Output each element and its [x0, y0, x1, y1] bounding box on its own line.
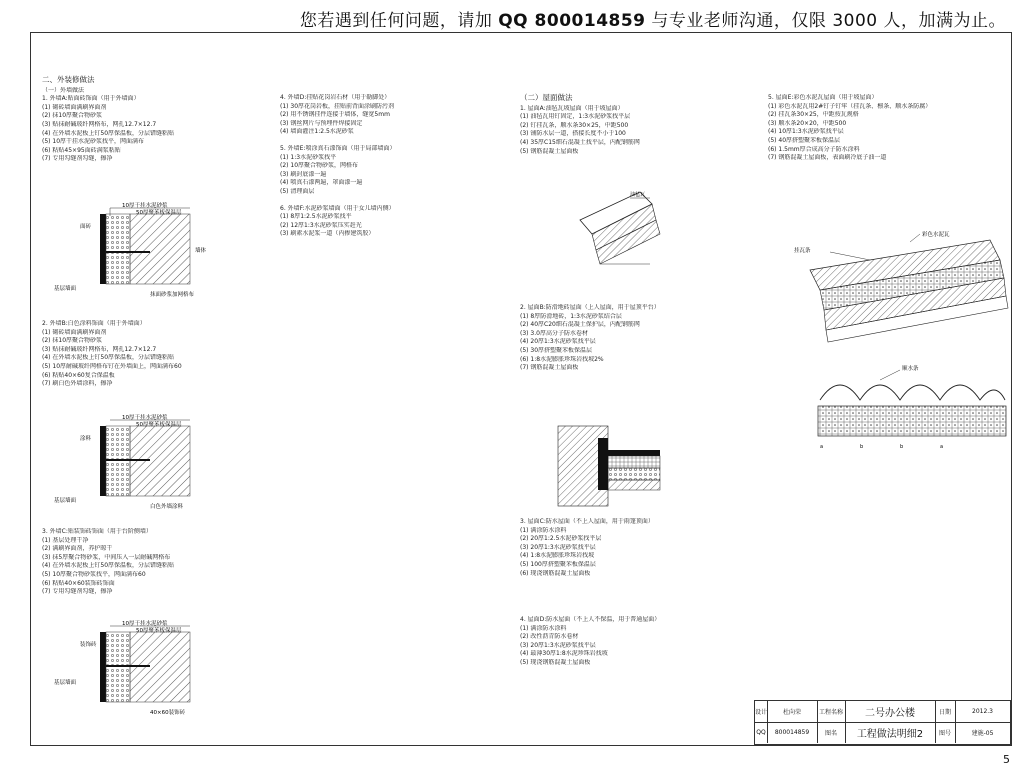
spec-line: (1) 砌砖墙面满刷界面剂: [42, 328, 107, 336]
spec-line: 3. 屋面C:防水屋面（不上人屋面，用于雨篷顶面）: [520, 518, 654, 525]
spec-line: (4) 10厚1:3水泥砂浆找平层: [768, 128, 844, 136]
number-label: 图号: [935, 722, 956, 743]
spec-line: (2) 40厚C20细石混凝土保护层，内配钢筋网: [520, 321, 640, 329]
column-roofs: [520, 94, 740, 156]
d1-label-1: 10厚干挂水泥砂浆: [122, 203, 168, 209]
spec-line: (2) 12厚1:3水泥砂浆压实赶光: [280, 221, 362, 229]
spec-line: (1) 油毡瓦用钉固定，1:3水泥砂浆找平层: [520, 113, 631, 121]
column-exterior-walls: [42, 76, 242, 164]
spec-line: (4) 20厚1:3水泥砂浆找平层: [520, 338, 596, 346]
date-label: 日期: [935, 701, 956, 722]
spec-line: (1) 彩色水泥瓦用2#钉子钉牢（挂瓦条、檩条、顺水条防腐）: [768, 102, 932, 110]
d3-label-3: 40×60装饰砖: [150, 710, 186, 716]
spec-line: (4) 在外墙水泥板上钉50厚保温板，分层错缝粘贴: [42, 562, 175, 570]
d1-left-1: 面砖: [80, 224, 92, 230]
checker-label: QQ: [755, 722, 768, 743]
roof-e-label-2: 挂瓦条: [794, 248, 811, 254]
spec-line: (3) 贴抹耐碱玻纤网格布，网孔12.7×12.7: [42, 345, 157, 353]
spec-line: (6) 1.5mm厚合成高分子防水涂料: [768, 145, 860, 153]
wall-b-detail-diagram: [50, 412, 250, 524]
page-number: 5: [1003, 753, 1010, 766]
spec-line: (2) 用不锈钢挂件连接于墙体，缝宽5mm: [280, 111, 390, 119]
spec-line: (1) 满涂防水涂料: [520, 624, 567, 632]
spec-line: (3) 顺水条20×20，中距500: [768, 119, 847, 127]
d3-left-2: 基层墙面: [54, 680, 77, 686]
section-title: 二、外装修做法: [42, 75, 95, 84]
spec-line: (2) 改性沥青防水卷材: [520, 633, 579, 641]
spec-line: 5. 屋面E:彩色水泥瓦屋面（用于坡屋面）: [768, 94, 878, 101]
spec-line: 3. 外墙C:贴装饰砖饰面（用于台阶侧墙）: [42, 528, 152, 535]
spec-line: (5) 10厚聚合物砂浆找平，网面满布60: [42, 570, 146, 578]
sub-title: （一）外墙做法: [42, 86, 85, 94]
spec-line: (2) 抹10厚聚合物砂浆: [42, 337, 103, 345]
banner-pre: 您若遇到任何问题，请加: [299, 11, 499, 31]
d3-left-1: 装饰砖: [80, 642, 97, 648]
spec-line: (3) 20厚1:3水泥砂浆找平层: [520, 641, 596, 649]
d2-label-2: 50厚聚苯板保温层: [136, 422, 182, 428]
d2-left-1: 涂料: [80, 436, 92, 442]
banner-qq: QQ 800014859: [498, 11, 646, 31]
spec-line: (1) 满涂防水涂料: [520, 526, 567, 534]
roof-e-mark-a: a: [820, 444, 824, 450]
spec-line: (4) 喷真石漆两遍，罩面漆一遍: [280, 179, 363, 187]
d1-label-2: 50厚聚苯板保温层: [136, 210, 182, 216]
roof-a-spec: [520, 105, 740, 157]
title-block: [754, 700, 1011, 745]
spec-line: (7) 钢筋混凝土屋面板: [520, 364, 579, 372]
spec-line: (3) 刷封底漆一遍: [280, 170, 327, 178]
spec-line: (2) 20厚1:2.5水泥砂浆找平层: [520, 535, 602, 543]
d1-left-2: 基层墙面: [54, 286, 77, 292]
spec-line: (6) 粘贴45×95面砖满浆粘贴: [42, 146, 121, 154]
roof-b-detail-diagram: [548, 422, 668, 508]
spec-line: (2) 钉挂瓦条，顺水条30×25，中距500: [520, 121, 629, 129]
d3-label-1: 10厚干挂水泥砂浆: [122, 621, 168, 627]
column-wall-def: [280, 94, 490, 239]
spec-line: (3) 抹5厚聚合物砂浆，中间压入一层耐碱网格布: [42, 553, 171, 561]
spec-line: (1) 1:3水泥砂浆找平: [280, 153, 337, 161]
project-label: 工程名称: [817, 701, 846, 722]
spec-line: (4) 在外墙水泥板上钉50厚保温板，分层错缝粘贴: [42, 354, 175, 362]
spec-line: (2) 10厚聚合物砂浆，网格布: [280, 162, 359, 170]
roof-d-spec: [520, 616, 740, 668]
spec-line: (6) 1:8水泥膨胀珍珠岩找坡2%: [520, 355, 604, 363]
spec-line: (5) 现浇钢筋混凝土屋面板: [520, 658, 591, 666]
spec-line: (6) 现浇钢筋混凝土屋面板: [520, 569, 591, 577]
title-row-1: [755, 701, 1010, 723]
d2-left-2: 基层墙面: [54, 498, 77, 504]
spec-line: (2) 满刷界面剂，养护晾干: [42, 545, 113, 553]
roof-e-label-1: 彩色水泥瓦: [922, 232, 950, 238]
spec-line: (3) 钢丝网片与预埋件焊接固定: [280, 119, 363, 127]
spec-line: 1. 外墙A:贴面砖饰面（用于外墙面）: [42, 95, 140, 103]
spec-line: (2) 挂瓦条30×25，中距按瓦规格: [768, 111, 859, 119]
project-value: 二号办公楼: [845, 701, 936, 722]
d3-label-2: 50厚聚苯板保温层: [136, 628, 182, 634]
spec-line: 4. 外墙D:挂贴花岗岩石材（用于勒脚处）: [280, 94, 391, 101]
roof-section-title: （二）屋面做法: [520, 93, 573, 102]
spec-line: (4) 1:8水泥膨胀珍珠岩找坡: [520, 552, 595, 560]
designer-value: 杜向荣: [767, 701, 818, 722]
spec-line: (5) 清理面层: [280, 187, 315, 195]
spec-line: (2) 抹10厚聚合物砂浆: [42, 112, 103, 120]
spec-line: (5) 10厚干挂水泥砂浆找平，网面满布: [42, 138, 145, 146]
roof-c-block: [520, 518, 740, 578]
spec-line: (3) 铺防水层一道，搭接长度不小于100: [520, 130, 626, 138]
wall-a-detail-diagram: [50, 200, 250, 312]
spec-line: (3) 20厚1:3水泥砂浆找平层: [520, 543, 596, 551]
wall-b-spec: [42, 320, 242, 389]
spec-line: (7) 钢筋混凝土屋面板，表面刷冷底子油一道: [768, 154, 887, 162]
spec-line: (6) 粘贴40×60复合保温板: [42, 371, 115, 379]
spec-line: 4. 屋面D:防水屋面（不上人不保温，用于普通屋面）: [520, 616, 661, 623]
roof-d-block: [520, 616, 740, 668]
qq-banner: [300, 6, 1006, 31]
spec-line: (7) 刷白色外墙涂料，擦净: [42, 380, 113, 388]
spec-line: (5) 钢筋混凝土屋面板: [520, 147, 579, 155]
d2-label-3: 白色外墙涂料: [150, 504, 184, 510]
number-value: 建施-05: [971, 730, 994, 737]
designer-label: 设计: [755, 701, 768, 722]
spec-line: (1) 8厚1:2.5水泥砂浆找平: [280, 213, 352, 221]
wall-a-spec: [42, 95, 242, 164]
wall-d-spec: [280, 94, 490, 137]
spec-line: (4) 在外墙水泥板上钉50厚保温板，分层错缝粘贴: [42, 129, 175, 137]
column-roof-e: [768, 94, 1004, 163]
spec-line: (5) 10厚耐碱玻纤网格布钉在外墙面上，网面满布60: [42, 362, 182, 370]
spec-line: 2. 屋面B:防滑地砖屋面（上人屋面，用于屋顶平台）: [520, 304, 660, 311]
wall-e-spec: [280, 145, 490, 197]
spec-line: (7) 专用勾缝剂勾缝，擦净: [42, 588, 113, 596]
spec-line: (1) 30厚花岗岩板，挂贴前背面涂刷防污剂: [280, 102, 395, 110]
spec-line: (5) 30厚挤塑聚苯板保温层: [520, 346, 593, 354]
title-row-2: [755, 722, 1010, 743]
spec-line: (5) 40厚挤塑聚苯板保温层: [768, 136, 841, 144]
d1-label-3: 抹面砂浆加网格布: [150, 292, 195, 298]
drawing-value: 工程做法明细2: [845, 722, 936, 743]
roof-b-block: [520, 304, 740, 373]
spec-line: (7) 专用勾缝剂勾缝，擦净: [42, 155, 113, 163]
wall-c-block: [42, 528, 242, 597]
spec-line: (1) 基层处理干净: [42, 536, 89, 544]
roof-e-mark-c: b: [900, 444, 904, 450]
roof-e-mark-b: b: [860, 444, 864, 450]
spec-line: 5. 外墙E:喷涂真石漆饰面（用于局部墙面）: [280, 144, 396, 152]
roof-c-spec: [520, 518, 740, 578]
banner-post: 与专业老师沟通，仅限 3000 人，加满为止。: [645, 11, 1006, 31]
wall-f-spec: [280, 205, 490, 239]
spec-line: (4) 35厚C15细石混凝土找平层，内配钢筋网: [520, 138, 640, 146]
spec-line: (3) 贴抹耐碱玻纤网格布，网孔12.7×12.7: [42, 120, 157, 128]
spec-line: 1. 屋面A:油毡瓦坡屋面（用于坡屋面）: [520, 104, 624, 112]
roof-e-spec: [768, 94, 1004, 163]
spec-line: (1) 8厚防滑地砖，1:3水泥砂浆结合层: [520, 312, 622, 320]
wall-b-block: [42, 320, 242, 389]
spec-line: (3) 3.0厚高分子防水卷材: [520, 329, 588, 337]
spec-line: (4) 墙面灌注1:2.5水泥砂浆: [280, 128, 354, 136]
roof-e-detail-diagram: [790, 230, 1010, 470]
date-value: 2012.3: [972, 708, 993, 715]
roof-e-label-3: 顺水条: [902, 366, 919, 372]
drawing-label: 图名: [817, 722, 846, 743]
wall-c-detail-diagram: [50, 618, 250, 730]
spec-line: (4) 最薄30厚1:8水泥珍珠岩找坡: [520, 650, 608, 658]
roof-a-label: 油毡瓦: [630, 192, 646, 198]
spec-line: 2. 外墙B:白色涂料饰面（用于外墙面）: [42, 320, 146, 327]
spec-line: (3) 刷素水泥浆一道（内掺建筑胶）: [280, 230, 375, 238]
spec-line: (6) 粘贴40×60装饰砖饰面: [42, 579, 115, 587]
roof-e-mark-d: a: [940, 444, 944, 450]
wall-c-spec: [42, 528, 242, 597]
checker-value: 800014859: [767, 722, 818, 743]
roof-b-spec: [520, 304, 740, 373]
roof-a-detail-diagram: [560, 190, 670, 280]
spec-line: 6. 外墙F:水泥砂浆墙面（用于女儿墙内侧）: [280, 204, 395, 212]
d2-label-1: 10厚干挂水泥砂浆: [122, 415, 168, 421]
spec-line: (1) 砌砖墙面满刷界面剂: [42, 103, 107, 111]
spec-line: (5) 100厚挤塑聚苯板保温层: [520, 560, 596, 568]
d1-wall-text: 墙体: [195, 248, 207, 254]
